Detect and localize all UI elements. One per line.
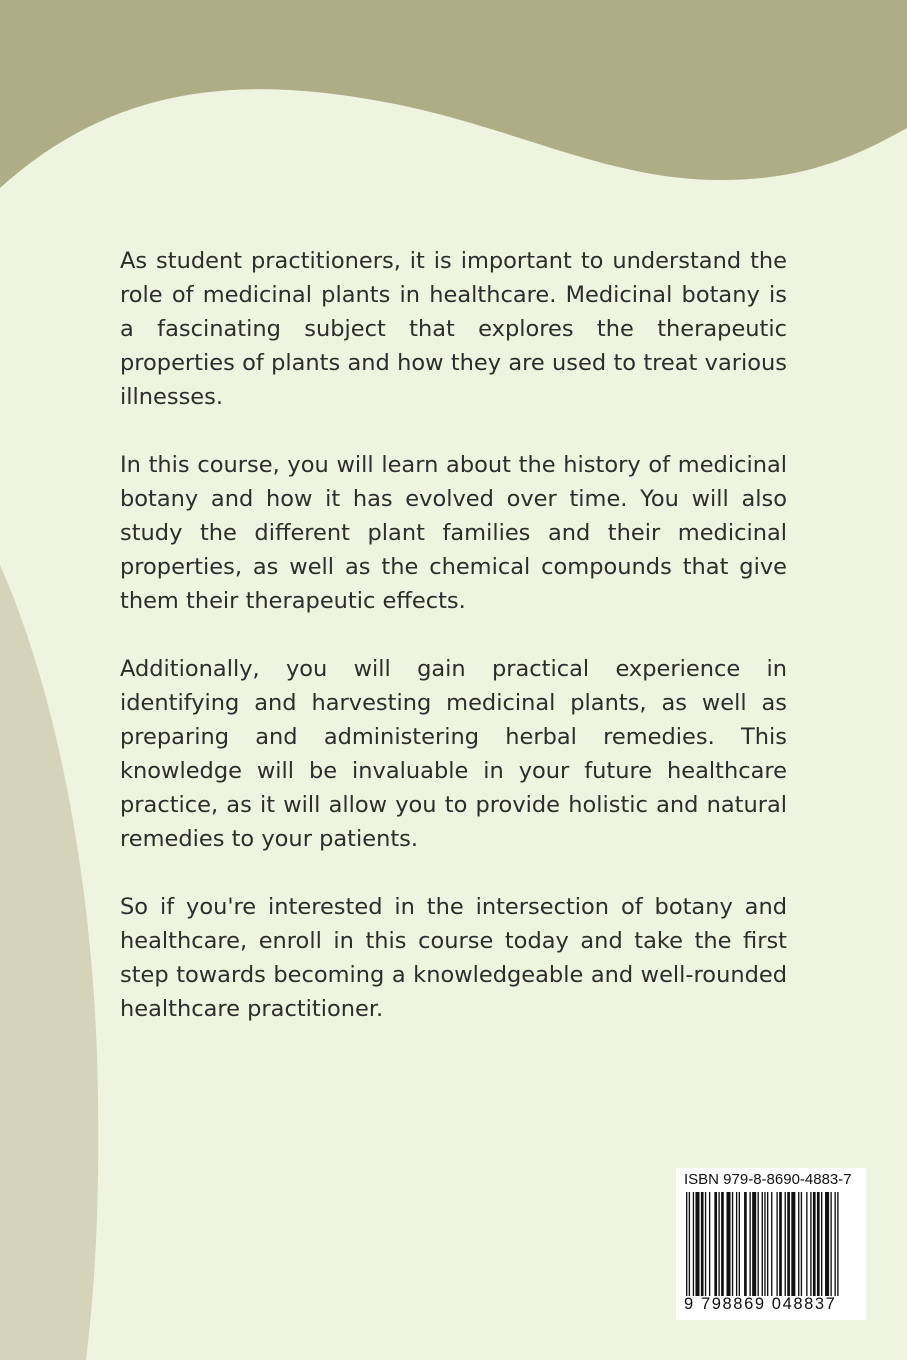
barcode-bar — [767, 1192, 768, 1296]
top-wave-shape — [0, 0, 907, 188]
barcode-bar — [776, 1192, 777, 1296]
barcode-bar — [825, 1192, 829, 1296]
barcode-bar — [749, 1192, 750, 1296]
barcode-bar — [689, 1192, 690, 1296]
barcode-bar — [801, 1192, 802, 1296]
barcode-bar — [718, 1192, 719, 1296]
barcode-bar — [787, 1192, 790, 1296]
barcode-bar — [835, 1192, 836, 1296]
barcode-bars — [684, 1192, 860, 1296]
barcode-bar — [810, 1192, 811, 1296]
barcode-bar — [739, 1192, 740, 1296]
barcode-bar — [758, 1192, 759, 1296]
barcode-bar — [693, 1192, 694, 1296]
barcode-bar — [736, 1192, 737, 1296]
barcode-bar — [830, 1192, 831, 1296]
paragraph-practical: Additionally, you will gain practical experience in identifying and harvesting medicinal plants, as well as preparing and administering herbal remedies. This knowledge will be invaluable in your future healthcare practice, as it will allow you to provide holistic and natural remedies to your patients. — [120, 656, 787, 852]
paragraph-enroll: So if you're interested in the intersection of botany and healthcare, enroll in this course today and take the first step towards becoming a knowledgeable and well-rounded healthcare practitioner. — [120, 894, 787, 1022]
barcode-bar — [791, 1192, 795, 1296]
barcode-bar — [695, 1192, 699, 1296]
barcode-bar — [752, 1192, 756, 1296]
barcode-bar — [732, 1192, 733, 1296]
barcode-bar — [721, 1192, 724, 1296]
barcode-bar — [744, 1192, 747, 1296]
barcode-bar — [762, 1192, 763, 1296]
isbn-barcode — [676, 1168, 866, 1320]
paragraph-intro: As student practitioners, it is important to understand the role of medicinal plants in healthcare. Medicinal botany is a fascinating subject that explores the therapeutic properties of plants and how they are used to treat various illnesses. — [120, 248, 787, 410]
back-cover-description — [120, 244, 787, 1060]
barcode-bar — [779, 1192, 782, 1296]
barcode-bar — [817, 1192, 820, 1296]
barcode-bar — [821, 1192, 822, 1296]
barcode-bar — [798, 1192, 799, 1296]
left-arc-shape — [0, 565, 98, 1360]
barcode-bar — [764, 1192, 765, 1296]
barcode-bar — [714, 1192, 717, 1296]
barcode-bar — [727, 1192, 731, 1296]
isbn-label: ISBN 979-8-8690-4883-7 — [684, 1171, 852, 1188]
barcode-bar — [771, 1192, 772, 1296]
barcode-bar — [705, 1192, 706, 1296]
barcode-bar — [806, 1192, 807, 1296]
paragraph-course: In this course, you will learn about the history of medicinal botany and how it has evolved over time. You will also study the different plant families and their medicinal properties, as well as the chemical compounds that give them their therapeutic effects. — [120, 452, 787, 614]
barcode-bar — [701, 1192, 704, 1296]
barcode-bar — [785, 1192, 786, 1296]
barcode-bar — [709, 1192, 710, 1296]
barcode-bar — [813, 1192, 816, 1296]
barcode-bar — [837, 1192, 838, 1296]
barcode-digits: 9 798869 048837 — [684, 1295, 837, 1313]
barcode-bar — [686, 1192, 687, 1296]
